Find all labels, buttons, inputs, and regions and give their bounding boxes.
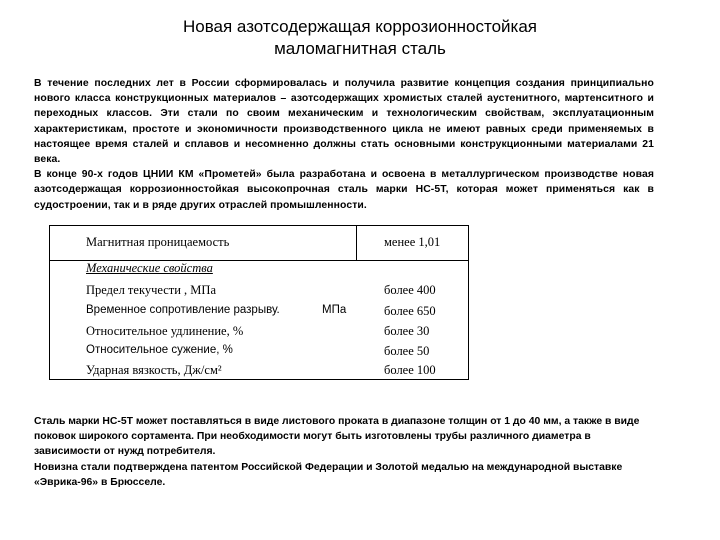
outro-paragraph-1: Сталь марки НС-5Т может поставляться в виде листового проката в диапазоне толщин от 1 до 40 мм, а также в виде поковок широкого сортамента. При необходимости могут быть изготовлены трубы различного диаметра в зависимости от нужд потребителя.: [34, 416, 640, 458]
magnetic-name: Магнитная проницаемость: [86, 235, 230, 249]
page-title: [0, 16, 720, 60]
property-value: более 100: [384, 363, 436, 377]
property-value: более 30: [384, 324, 430, 338]
property-name: Ударная вязкость, Дж/см²: [86, 363, 222, 377]
section-title: Механические свойства: [86, 261, 213, 275]
property-name: Относительное сужение, %: [86, 344, 233, 356]
outro-paragraph-2: Новизна стали подтверждена патентом Российской Федерации и Золотой медалью на международной выставке «Эврика-96» в Брюсселе.: [34, 461, 623, 488]
title-line-1: Новая азотсодержащая коррозионностойкая: [182, 17, 538, 36]
magnetic-value: менее 1,01: [384, 235, 441, 249]
property-value: более 650: [384, 304, 436, 318]
intro-paragraph-1: В течение последних лет в России сформировалась и получила развитие концепция создания принципиально нового класса конструкционных материалов – азотсодержащих хромистых сталей аустенитного, мартенситного и переходных классов. Эти стали по своим механическим и технологическим свойствам, эксплуатационным характеристикам, простоте и экономичности производственного цикла не имеют равных среди применяемых в настоящее время сталей и сплавов и несомненно должны стать основными конструкционными материалами 21 века.: [34, 78, 654, 166]
intro-paragraph-2: В конце 90-х годов ЦНИИ КМ «Прометей» была разработана и освоена в металлургическом производстве новая азотсодержащая коррозионностойкая высокопрочная сталь марки НС-5Т, которая может применяться как в судостроении, так и в ряде других отраслей промышленности.: [34, 169, 654, 211]
property-name: Предел текучести , МПа: [86, 283, 216, 297]
property-value: более 50: [384, 344, 430, 358]
outro-text: [34, 414, 660, 490]
property-name: Временное сопротивление разрыву.: [86, 304, 280, 316]
property-name: Относительное удлинение, %: [86, 324, 244, 338]
property-value: более 400: [384, 283, 436, 297]
table-divider-vertical: [356, 226, 357, 260]
properties-table: [49, 225, 469, 380]
intro-text: [34, 76, 654, 213]
property-unit: МПа: [322, 304, 347, 316]
title-line-2: маломагнитная сталь: [274, 39, 446, 58]
